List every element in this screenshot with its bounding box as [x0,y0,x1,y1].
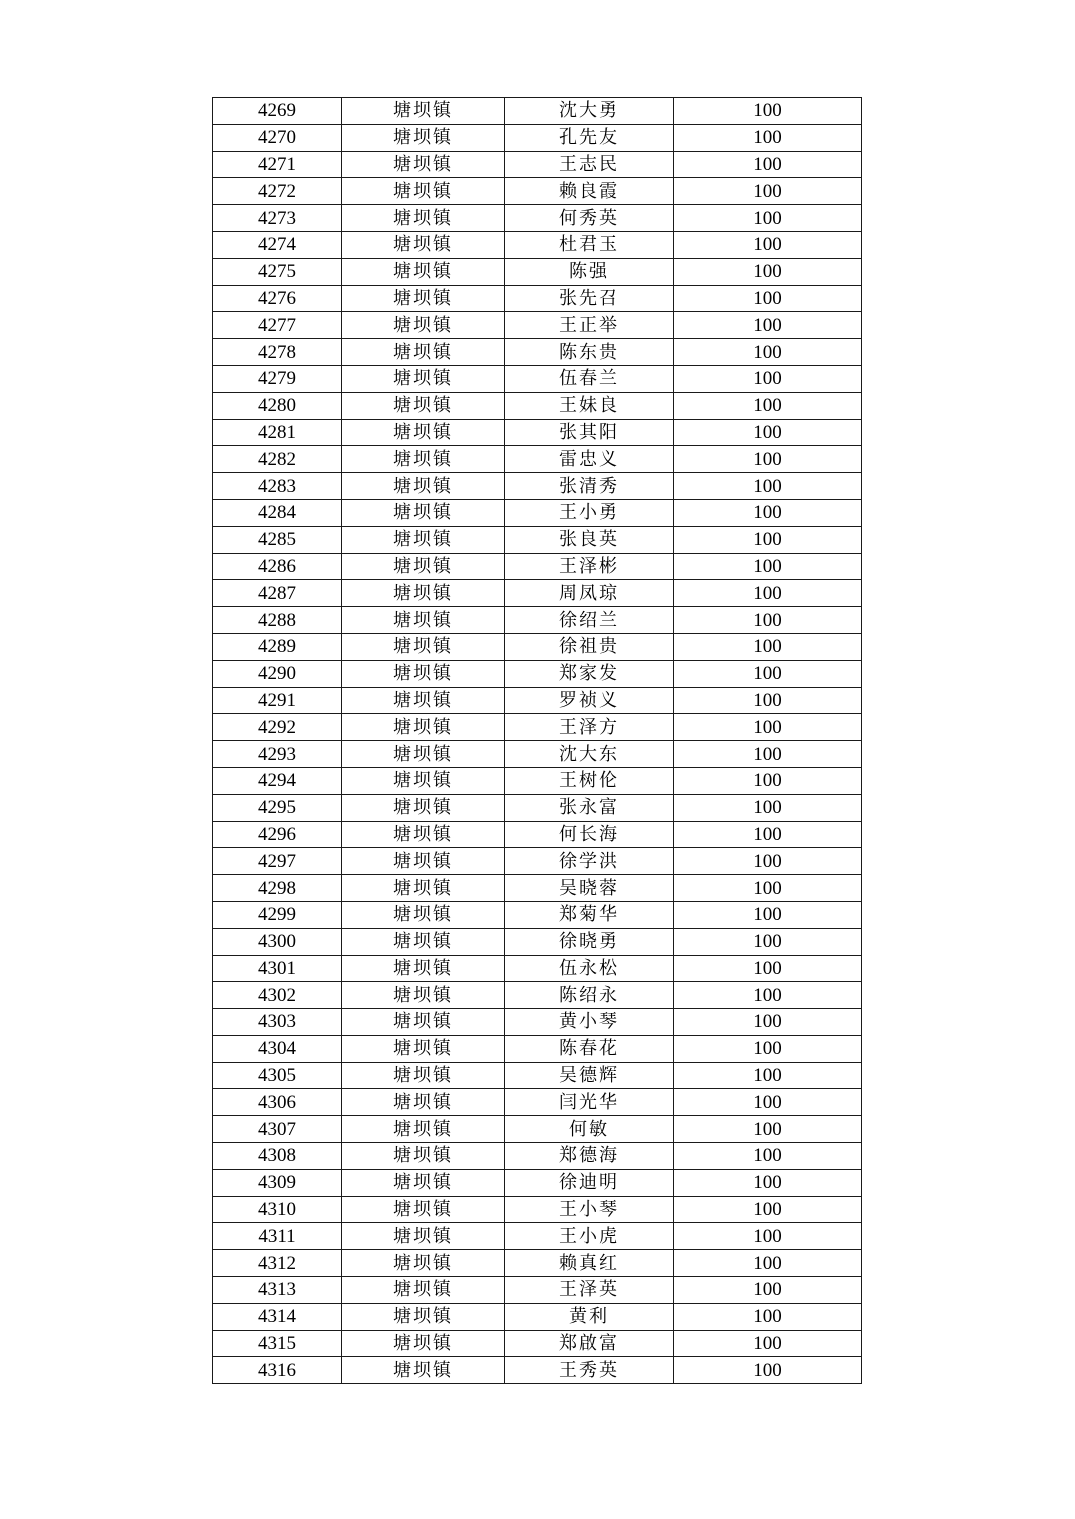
table-row [213,687,862,714]
town-cell: 塘坝镇 [342,580,505,607]
row-number-cell: 4305 [213,1062,342,1089]
person-name-cell: 徐晓勇 [505,928,674,955]
town-cell: 塘坝镇 [342,1143,505,1170]
amount-cell: 100 [674,124,862,151]
town-cell: 塘坝镇 [342,848,505,875]
table-row [213,741,862,768]
amount-cell: 100 [674,687,862,714]
person-name-cell: 张永富 [505,794,674,821]
town-cell: 塘坝镇 [342,553,505,580]
table-row [213,580,862,607]
row-number-cell: 4302 [213,982,342,1009]
row-number-cell: 4280 [213,392,342,419]
town-cell: 塘坝镇 [342,955,505,982]
town-cell: 塘坝镇 [342,392,505,419]
table-row [213,821,862,848]
table-row [213,1357,862,1384]
row-number-cell: 4271 [213,151,342,178]
table-row [213,982,862,1009]
person-name-cell: 黄小琴 [505,1009,674,1036]
row-number-cell: 4288 [213,607,342,634]
table-row [213,499,862,526]
person-name-cell: 沈大勇 [505,98,674,125]
row-number-cell: 4314 [213,1303,342,1330]
town-cell: 塘坝镇 [342,258,505,285]
table-row [213,714,862,741]
table-row [213,339,862,366]
person-name-cell: 徐迪明 [505,1169,674,1196]
amount-cell: 100 [674,365,862,392]
amount-cell: 100 [674,928,862,955]
town-cell: 塘坝镇 [342,285,505,312]
town-cell: 塘坝镇 [342,419,505,446]
table-row [213,875,862,902]
town-cell: 塘坝镇 [342,875,505,902]
town-cell: 塘坝镇 [342,1116,505,1143]
town-cell: 塘坝镇 [342,633,505,660]
row-number-cell: 4311 [213,1223,342,1250]
town-cell: 塘坝镇 [342,124,505,151]
amount-cell: 100 [674,1062,862,1089]
person-name-cell: 王妹良 [505,392,674,419]
town-cell: 塘坝镇 [342,1035,505,1062]
row-number-cell: 4295 [213,794,342,821]
table-row [213,1250,862,1277]
row-number-cell: 4289 [213,633,342,660]
person-name-cell: 陈强 [505,258,674,285]
person-name-cell: 吴德辉 [505,1062,674,1089]
person-name-cell: 张其阳 [505,419,674,446]
town-cell: 塘坝镇 [342,607,505,634]
table-body [213,98,862,1384]
table-row [213,258,862,285]
row-number-cell: 4310 [213,1196,342,1223]
town-cell: 塘坝镇 [342,473,505,500]
person-name-cell: 周凤琼 [505,580,674,607]
amount-cell: 100 [674,526,862,553]
row-number-cell: 4281 [213,419,342,446]
person-name-cell: 吴晓蓉 [505,875,674,902]
person-name-cell: 郑啟富 [505,1330,674,1357]
person-name-cell: 张清秀 [505,473,674,500]
person-name-cell: 徐绍兰 [505,607,674,634]
row-number-cell: 4283 [213,473,342,500]
amount-cell: 100 [674,1196,862,1223]
amount-cell: 100 [674,231,862,258]
person-name-cell: 雷忠义 [505,446,674,473]
table-row [213,660,862,687]
table-row [213,151,862,178]
table-row [213,526,862,553]
amount-cell: 100 [674,794,862,821]
table-row [213,98,862,125]
row-number-cell: 4294 [213,767,342,794]
town-cell: 塘坝镇 [342,526,505,553]
town-cell: 塘坝镇 [342,687,505,714]
row-number-cell: 4297 [213,848,342,875]
town-cell: 塘坝镇 [342,1277,505,1304]
amount-cell: 100 [674,1303,862,1330]
table-row [213,124,862,151]
person-name-cell: 郑菊华 [505,901,674,928]
person-name-cell: 郑德海 [505,1143,674,1170]
row-number-cell: 4272 [213,178,342,205]
amount-cell: 100 [674,1035,862,1062]
row-number-cell: 4304 [213,1035,342,1062]
person-name-cell: 陈绍永 [505,982,674,1009]
amount-cell: 100 [674,1277,862,1304]
table-row [213,392,862,419]
table-row [213,365,862,392]
amount-cell: 100 [674,955,862,982]
table-row [213,1116,862,1143]
amount-cell: 100 [674,1143,862,1170]
row-number-cell: 4298 [213,875,342,902]
table-row [213,955,862,982]
town-cell: 塘坝镇 [342,767,505,794]
town-cell: 塘坝镇 [342,1169,505,1196]
row-number-cell: 4287 [213,580,342,607]
table-row [213,1169,862,1196]
amount-cell: 100 [674,848,862,875]
row-number-cell: 4291 [213,687,342,714]
row-number-cell: 4284 [213,499,342,526]
table-row [213,607,862,634]
subsidy-roster-table [212,97,862,1384]
person-name-cell: 赖良霞 [505,178,674,205]
amount-cell: 100 [674,741,862,768]
table-row [213,446,862,473]
amount-cell: 100 [674,499,862,526]
table-row [213,473,862,500]
table-row [213,1303,862,1330]
amount-cell: 100 [674,178,862,205]
amount-cell: 100 [674,1009,862,1036]
amount-cell: 100 [674,875,862,902]
town-cell: 塘坝镇 [342,312,505,339]
table-row [213,1035,862,1062]
amount-cell: 100 [674,1223,862,1250]
person-name-cell: 沈大东 [505,741,674,768]
amount-cell: 100 [674,473,862,500]
amount-cell: 100 [674,339,862,366]
amount-cell: 100 [674,580,862,607]
amount-cell: 100 [674,821,862,848]
row-number-cell: 4286 [213,553,342,580]
person-name-cell: 王泽方 [505,714,674,741]
table-row [213,1196,862,1223]
table-row [213,794,862,821]
row-number-cell: 4274 [213,231,342,258]
row-number-cell: 4275 [213,258,342,285]
table-row [213,419,862,446]
person-name-cell: 张良英 [505,526,674,553]
row-number-cell: 4277 [213,312,342,339]
person-name-cell: 闫光华 [505,1089,674,1116]
person-name-cell: 何秀英 [505,205,674,232]
town-cell: 塘坝镇 [342,1330,505,1357]
table-row [213,1143,862,1170]
row-number-cell: 4282 [213,446,342,473]
town-cell: 塘坝镇 [342,821,505,848]
row-number-cell: 4279 [213,365,342,392]
row-number-cell: 4308 [213,1143,342,1170]
amount-cell: 100 [674,446,862,473]
amount-cell: 100 [674,633,862,660]
town-cell: 塘坝镇 [342,660,505,687]
row-number-cell: 4313 [213,1277,342,1304]
person-name-cell: 伍永松 [505,955,674,982]
row-number-cell: 4301 [213,955,342,982]
row-number-cell: 4303 [213,1009,342,1036]
town-cell: 塘坝镇 [342,741,505,768]
town-cell: 塘坝镇 [342,1357,505,1384]
person-name-cell: 徐祖贵 [505,633,674,660]
amount-cell: 100 [674,1357,862,1384]
person-name-cell: 王小虎 [505,1223,674,1250]
town-cell: 塘坝镇 [342,794,505,821]
town-cell: 塘坝镇 [342,1250,505,1277]
amount-cell: 100 [674,205,862,232]
row-number-cell: 4269 [213,98,342,125]
amount-cell: 100 [674,392,862,419]
table-row [213,901,862,928]
row-number-cell: 4306 [213,1089,342,1116]
town-cell: 塘坝镇 [342,1196,505,1223]
town-cell: 塘坝镇 [342,446,505,473]
table-row [213,178,862,205]
person-name-cell: 徐学洪 [505,848,674,875]
amount-cell: 100 [674,607,862,634]
town-cell: 塘坝镇 [342,714,505,741]
person-name-cell: 黄利 [505,1303,674,1330]
table-row [213,1089,862,1116]
amount-cell: 100 [674,714,862,741]
table-row [213,848,862,875]
table-row [213,1062,862,1089]
person-name-cell: 郑家发 [505,660,674,687]
row-number-cell: 4300 [213,928,342,955]
table-row [213,312,862,339]
person-name-cell: 王正举 [505,312,674,339]
amount-cell: 100 [674,1330,862,1357]
row-number-cell: 4273 [213,205,342,232]
person-name-cell: 杜君玉 [505,231,674,258]
person-name-cell: 张先召 [505,285,674,312]
person-name-cell: 王小琴 [505,1196,674,1223]
amount-cell: 100 [674,1089,862,1116]
town-cell: 塘坝镇 [342,1009,505,1036]
person-name-cell: 孔先友 [505,124,674,151]
table-row [213,285,862,312]
person-name-cell: 伍春兰 [505,365,674,392]
row-number-cell: 4299 [213,901,342,928]
amount-cell: 100 [674,553,862,580]
amount-cell: 100 [674,419,862,446]
town-cell: 塘坝镇 [342,982,505,1009]
person-name-cell: 王泽彬 [505,553,674,580]
person-name-cell: 王志民 [505,151,674,178]
town-cell: 塘坝镇 [342,1089,505,1116]
row-number-cell: 4285 [213,526,342,553]
table-row [213,928,862,955]
person-name-cell: 王泽英 [505,1277,674,1304]
amount-cell: 100 [674,1250,862,1277]
table-row [213,1330,862,1357]
table-row [213,633,862,660]
row-number-cell: 4316 [213,1357,342,1384]
row-number-cell: 4307 [213,1116,342,1143]
row-number-cell: 4290 [213,660,342,687]
town-cell: 塘坝镇 [342,231,505,258]
town-cell: 塘坝镇 [342,205,505,232]
table-row [213,553,862,580]
row-number-cell: 4278 [213,339,342,366]
amount-cell: 100 [674,98,862,125]
person-name-cell: 陈东贵 [505,339,674,366]
person-name-cell: 何敏 [505,1116,674,1143]
amount-cell: 100 [674,285,862,312]
amount-cell: 100 [674,660,862,687]
town-cell: 塘坝镇 [342,178,505,205]
row-number-cell: 4296 [213,821,342,848]
town-cell: 塘坝镇 [342,1223,505,1250]
table-row [213,1009,862,1036]
row-number-cell: 4315 [213,1330,342,1357]
town-cell: 塘坝镇 [342,339,505,366]
amount-cell: 100 [674,767,862,794]
row-number-cell: 4276 [213,285,342,312]
person-name-cell: 王小勇 [505,499,674,526]
amount-cell: 100 [674,1169,862,1196]
town-cell: 塘坝镇 [342,98,505,125]
person-name-cell: 陈春花 [505,1035,674,1062]
row-number-cell: 4312 [213,1250,342,1277]
person-name-cell: 赖真红 [505,1250,674,1277]
row-number-cell: 4270 [213,124,342,151]
row-number-cell: 4292 [213,714,342,741]
town-cell: 塘坝镇 [342,151,505,178]
amount-cell: 100 [674,901,862,928]
table-row [213,1277,862,1304]
amount-cell: 100 [674,151,862,178]
amount-cell: 100 [674,1116,862,1143]
town-cell: 塘坝镇 [342,1062,505,1089]
table-row [213,767,862,794]
town-cell: 塘坝镇 [342,499,505,526]
person-name-cell: 王秀英 [505,1357,674,1384]
amount-cell: 100 [674,982,862,1009]
person-name-cell: 罗祯义 [505,687,674,714]
person-name-cell: 王树伦 [505,767,674,794]
person-name-cell: 何长海 [505,821,674,848]
town-cell: 塘坝镇 [342,928,505,955]
row-number-cell: 4309 [213,1169,342,1196]
amount-cell: 100 [674,258,862,285]
table-row [213,231,862,258]
town-cell: 塘坝镇 [342,365,505,392]
table-row [213,1223,862,1250]
row-number-cell: 4293 [213,741,342,768]
town-cell: 塘坝镇 [342,901,505,928]
table-row [213,205,862,232]
town-cell: 塘坝镇 [342,1303,505,1330]
amount-cell: 100 [674,312,862,339]
